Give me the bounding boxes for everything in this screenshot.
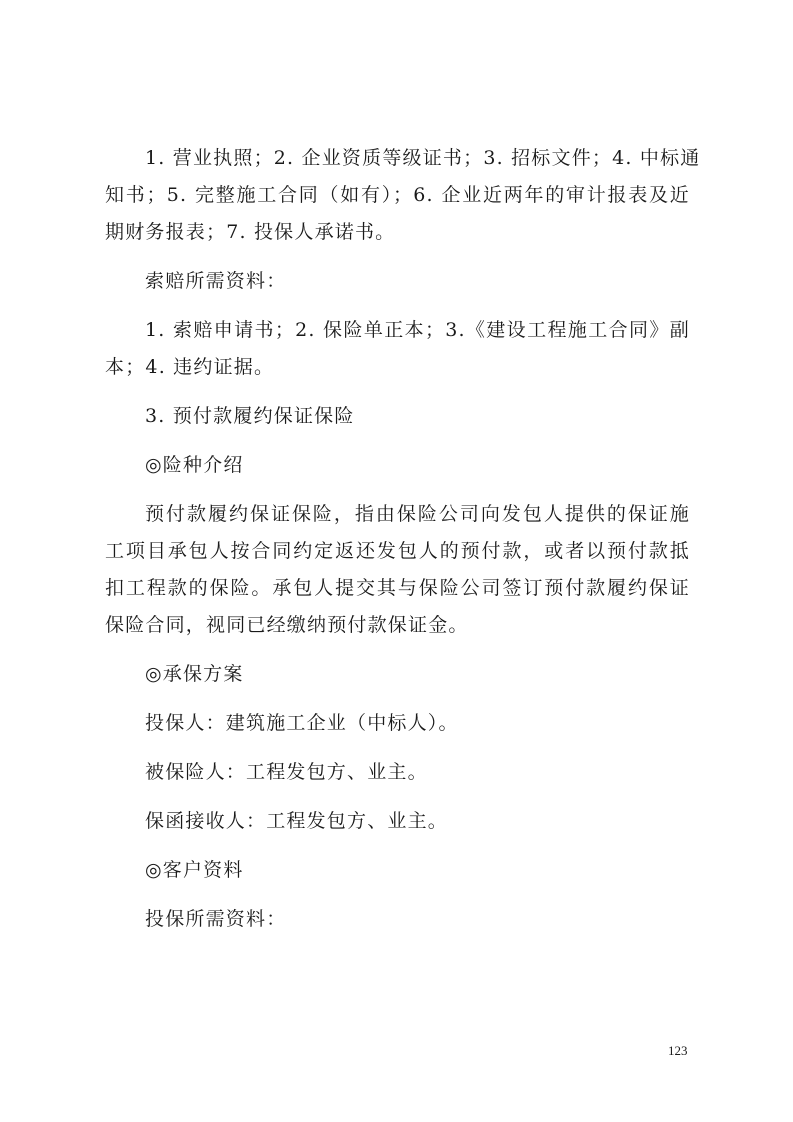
paragraph-line: 保函接收人：工程发包方、业主。 [145, 810, 449, 832]
paragraph-line: 预付款履约保证保险，指由保险公司向发包人提供的保证施 [145, 503, 690, 525]
paragraph-line: 扣工程款的保险。承包人提交其与保险公司签订预付款履约保证 [105, 577, 690, 599]
paragraph-line: 期财务报表；7. 投保人承诺书。 [105, 221, 396, 243]
subsection-heading: ◎承保方案 [145, 663, 244, 685]
section-heading: 3. 预付款履约保证保险 [145, 405, 355, 427]
paragraph-line: 投保所需资料： [145, 908, 287, 930]
subsection-heading: ◎客户资料 [145, 859, 244, 881]
paragraph-line: 1. 营业执照；2. 企业资质等级证书；3. 招标文件；4. 中标通 [145, 147, 701, 169]
paragraph-line: 被保险人：工程发包方、业主。 [145, 761, 428, 783]
paragraph-line: 工项目承包人按合同约定返还发包人的预付款，或者以预付款抵 [105, 540, 690, 562]
subsection-heading: ◎险种介绍 [145, 454, 244, 476]
paragraph-line: 本；4. 违约证据。 [105, 356, 275, 378]
paragraph-line: 索赔所需资料： [145, 270, 287, 292]
paragraph-line: 1. 索赔申请书；2. 保险单正本；3.《建设工程施工合同》副 [145, 319, 690, 341]
page-number: 123 [668, 1043, 688, 1058]
paragraph-line: 知书；5. 完整施工合同（如有）；6. 企业近两年的审计报表及近 [105, 184, 690, 206]
paragraph-line: 保险合同，视同已经缴纳预付款保证金。 [105, 614, 469, 636]
paragraph-line: 投保人：建筑施工企业（中标人）。 [145, 712, 459, 734]
